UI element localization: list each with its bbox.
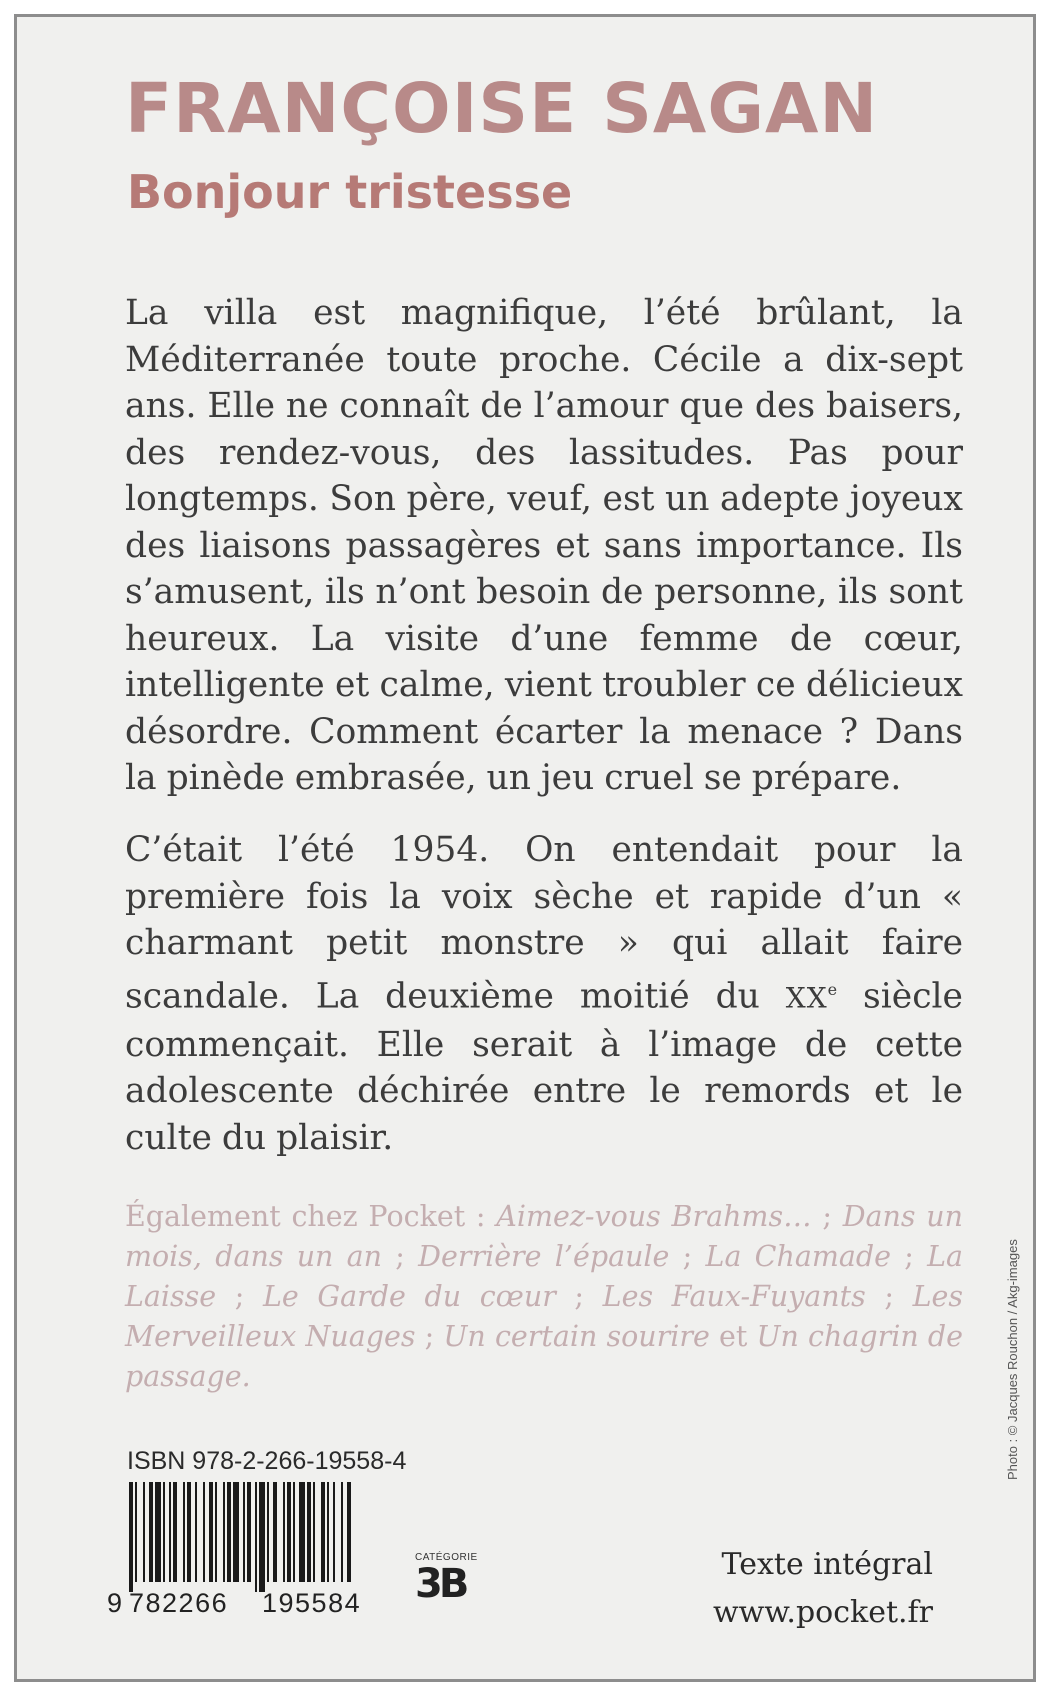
also-available-intro: Également chez Pocket : <box>125 1200 497 1233</box>
list-separator: ; <box>555 1280 603 1313</box>
barcode-bar <box>299 1482 305 1582</box>
isbn-label: ISBN 978-2-266-19558-4 <box>127 1447 407 1475</box>
barcode-bar <box>155 1482 161 1582</box>
barcode-bar <box>283 1482 285 1582</box>
barcode-bar <box>215 1482 217 1582</box>
barcode <box>107 1482 407 1617</box>
barcode-bar <box>169 1482 171 1582</box>
barcode-bar <box>223 1482 225 1582</box>
barcode-bar <box>247 1482 251 1582</box>
list-conjunction: et <box>709 1320 757 1353</box>
also-title: Le Garde du cœur <box>262 1280 556 1313</box>
barcode-bar <box>259 1482 265 1592</box>
barcode-bar <box>233 1482 239 1582</box>
list-separator: ; <box>415 1320 444 1353</box>
century-numeral: XX <box>785 981 828 1014</box>
barcode-bar <box>183 1482 185 1582</box>
barcode-bar <box>187 1482 191 1582</box>
list-separator: ; <box>811 1200 843 1233</box>
barcode-first-digit: 9 <box>107 1588 123 1617</box>
list-separator: ; <box>382 1240 419 1273</box>
author-name: FRANÇOISE SAGAN <box>125 69 879 149</box>
barcode-bar <box>327 1482 329 1582</box>
barcode-left-digits: 782266 <box>129 1588 229 1617</box>
barcode-bar <box>267 1482 269 1582</box>
barcode-bar <box>287 1482 291 1582</box>
barcode-bar <box>135 1482 137 1582</box>
barcode-bar <box>149 1482 153 1582</box>
barcode-right-digits: 195584 <box>262 1588 362 1617</box>
category-label: CATÉGORIE <box>415 1552 478 1563</box>
barcode-bar <box>243 1482 245 1582</box>
barcode-bar <box>255 1482 257 1592</box>
barcode-bar <box>307 1482 311 1582</box>
list-separator: ; <box>865 1280 913 1313</box>
barcode-bar <box>321 1482 325 1582</box>
back-cover <box>14 14 1036 1682</box>
also-title: Aimez-vous Brahms… <box>496 1200 812 1233</box>
barcode-bar <box>143 1482 145 1582</box>
barcode-bar <box>347 1482 351 1582</box>
category-code: 3B <box>415 1561 466 1607</box>
also-title: Derrière l’épaule <box>418 1240 670 1273</box>
list-separator: ; <box>216 1280 263 1313</box>
also-available-list <box>125 1197 963 1397</box>
also-title: Un certain sourire <box>443 1320 710 1353</box>
barcode-bar <box>227 1482 231 1582</box>
publisher-website: www.pocket.fr <box>712 1595 933 1630</box>
barcode-bar <box>333 1482 335 1582</box>
barcode-bar <box>209 1482 213 1582</box>
barcode-bar <box>293 1482 295 1582</box>
blurb-paragraph-2 <box>125 827 963 1161</box>
barcode-bar <box>273 1482 277 1582</box>
also-title: Les Merveilleux Nuages <box>125 1280 963 1353</box>
barcode-bar <box>163 1482 165 1582</box>
barcode-bar <box>195 1482 197 1582</box>
also-title: La Laisse <box>125 1240 963 1313</box>
blurb-paragraph-2-start: C’était l’été 1954. On entendait pour la première fois la voix sèche et rapide d’un « charmant petit monstre » qui allait faire scandale. La deuxième moitié du <box>125 830 963 1016</box>
barcode-bars <box>129 1482 351 1592</box>
edition-note: Texte intégral <box>721 1547 933 1582</box>
barcode-bar <box>129 1482 133 1592</box>
barcode-bar <box>341 1482 343 1582</box>
book-title: Bonjour tristesse <box>127 165 573 219</box>
barcode-bar <box>203 1482 205 1582</box>
also-title: La Chamade <box>705 1240 891 1273</box>
list-separator: ; <box>669 1240 706 1273</box>
barcode-bar <box>313 1482 315 1582</box>
price-category <box>415 1552 478 1622</box>
blurb-paragraph-2-end: siècle commençait. Elle serait à l’image de cette adolescente déchirée entre le remords et le culte du plaisir. <box>125 976 963 1158</box>
barcode-bar <box>173 1482 177 1582</box>
century-suffix: e <box>827 979 838 999</box>
photo-credit: Photo : © Jacques Rouchon / Akg-images <box>1005 1239 1020 1480</box>
also-title: Les Faux-Fuyants <box>602 1280 866 1313</box>
also-title: Un chagrin de passage. <box>125 1320 963 1393</box>
list-separator: ; <box>890 1240 928 1273</box>
also-title: Dans un mois, dans un an <box>125 1200 963 1273</box>
blurb-paragraph-1: La villa est magnifique, l’été brûlant, la Méditerranée toute proche. Cécile a dix-sept ans. Elle ne connaît de l’amour que des baisers, des rendez-vous, des lassitudes. Pas pour longtemps. Son père, veuf, est un adepte joyeux des liaisons passagères et sans importance. Ils s’amusent, ils n’ont besoin de personne, ils sont heureux. La visite d’une femme de cœur, intelligente et calme, vient troubler ce délicieux désordre. Comment écarter la menace ? Dans la pinède embrasée, un jeu cruel se prépare. <box>125 293 963 798</box>
